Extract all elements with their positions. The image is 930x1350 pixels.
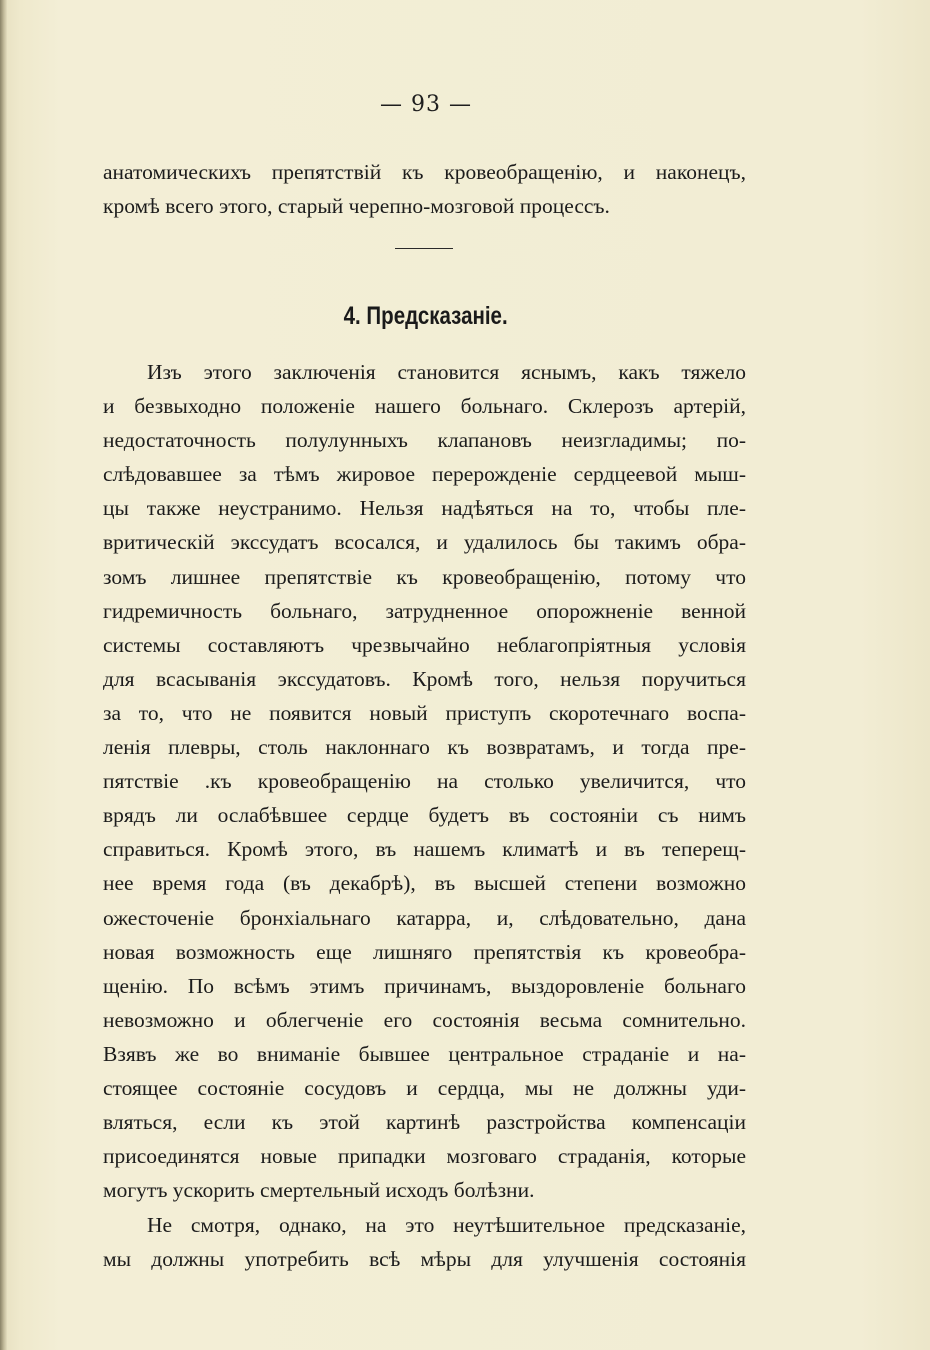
text-line: кромѣ всего этого, старый черепно-мозговой процессъ. — [103, 194, 610, 219]
text-line: Взявъ же во вниманіе бывшее центральное страданіе и на- — [103, 1041, 746, 1066]
text-line: новая возможность еще лишняго препятствія къ кровеобра- — [103, 939, 746, 964]
text-line: цы также неустранимо. Нельзя надѣяться на то, чтобы пле- — [103, 496, 746, 521]
text-line: присоединятся новые припадки мозговаго страданія, которые — [103, 1144, 746, 1169]
intro-text — [103, 155, 746, 223]
text-line: гидремичность больнаго, затрудненное опорожненіе венной — [103, 598, 746, 623]
text-line: зомъ лишнее препятствіе къ кровеобращенію, потому что — [103, 564, 746, 589]
text-line: и безвыходно положеніе нашего больнаго. Склерозъ артерій, — [103, 394, 746, 419]
text-line: Не смотря, однако, на это неутѣшительное предсказаніе, — [147, 1213, 746, 1237]
section-heading: 4. Предсказаніе. — [343, 302, 508, 330]
text-line: врядъ ли ослабѣвшее сердце будетъ въ состояніи съ нимъ — [103, 803, 746, 828]
text-line: ленія плевры, столь наклоннаго къ возвратамъ, и тогда пре- — [103, 735, 746, 760]
text-line: вритическій экссудатъ всосался, и удалилось бы такимъ обра- — [103, 530, 746, 555]
text-line: недостаточность полулунныхъ клапановъ неизгладимы; по- — [103, 428, 746, 453]
text-line: системы составляютъ чрезвычайно неблагопріятныя условія — [103, 632, 746, 657]
text-line: мы должны употребить всѣ мѣры для улучшенія состоянія — [103, 1247, 746, 1272]
page-number: — 93 — — [380, 92, 472, 117]
text-line: пятствіе .къ кровеобращенію на столько увеличится, что — [103, 769, 746, 794]
paragraph-1 — [103, 355, 746, 1207]
text-line: щенію. По всѣмъ этимъ причинамъ, выздоровленіе больнаго — [103, 973, 746, 998]
text-line: для всасыванія экссудатовъ. Кромѣ того, нельзя поручиться — [103, 666, 746, 691]
text-line: справиться. Кромѣ этого, въ нашемъ климатѣ и въ теперещ- — [103, 837, 746, 862]
page-spine-edge — [0, 0, 7, 1350]
paragraph-2 — [103, 1208, 746, 1276]
section-divider — [395, 248, 453, 249]
text-line: Изъ этого заключенія становится яснымъ, какъ тяжело — [147, 360, 746, 384]
text-line: стоящее состояніе сосудовъ и сердца, мы не должны уди- — [103, 1075, 746, 1100]
text-line: вляться, если къ этой картинѣ разстройства компенсаціи — [103, 1110, 746, 1135]
text-line: нее время года (въ декабрѣ), въ высшей степени возможно — [103, 871, 746, 896]
text-line: анатомическихъ препятствій къ кровеобращенію, и наконецъ, — [103, 160, 746, 184]
text-line: за то, что не появится новый приступъ скоротечнаго воспа- — [103, 700, 746, 725]
text-line: невозможно и облегченіе его состоянія весьма сомнительно. — [103, 1007, 746, 1032]
text-line: слѣдовавшее за тѣмъ жировое перерожденіе сердцеевой мыш- — [103, 462, 746, 487]
text-line: ожесточеніе бронхіальнаго катарра, и, слѣдовательно, дана — [103, 905, 746, 930]
text-line: могутъ ускорить смертельный исходъ болѣзни. — [103, 1178, 535, 1203]
